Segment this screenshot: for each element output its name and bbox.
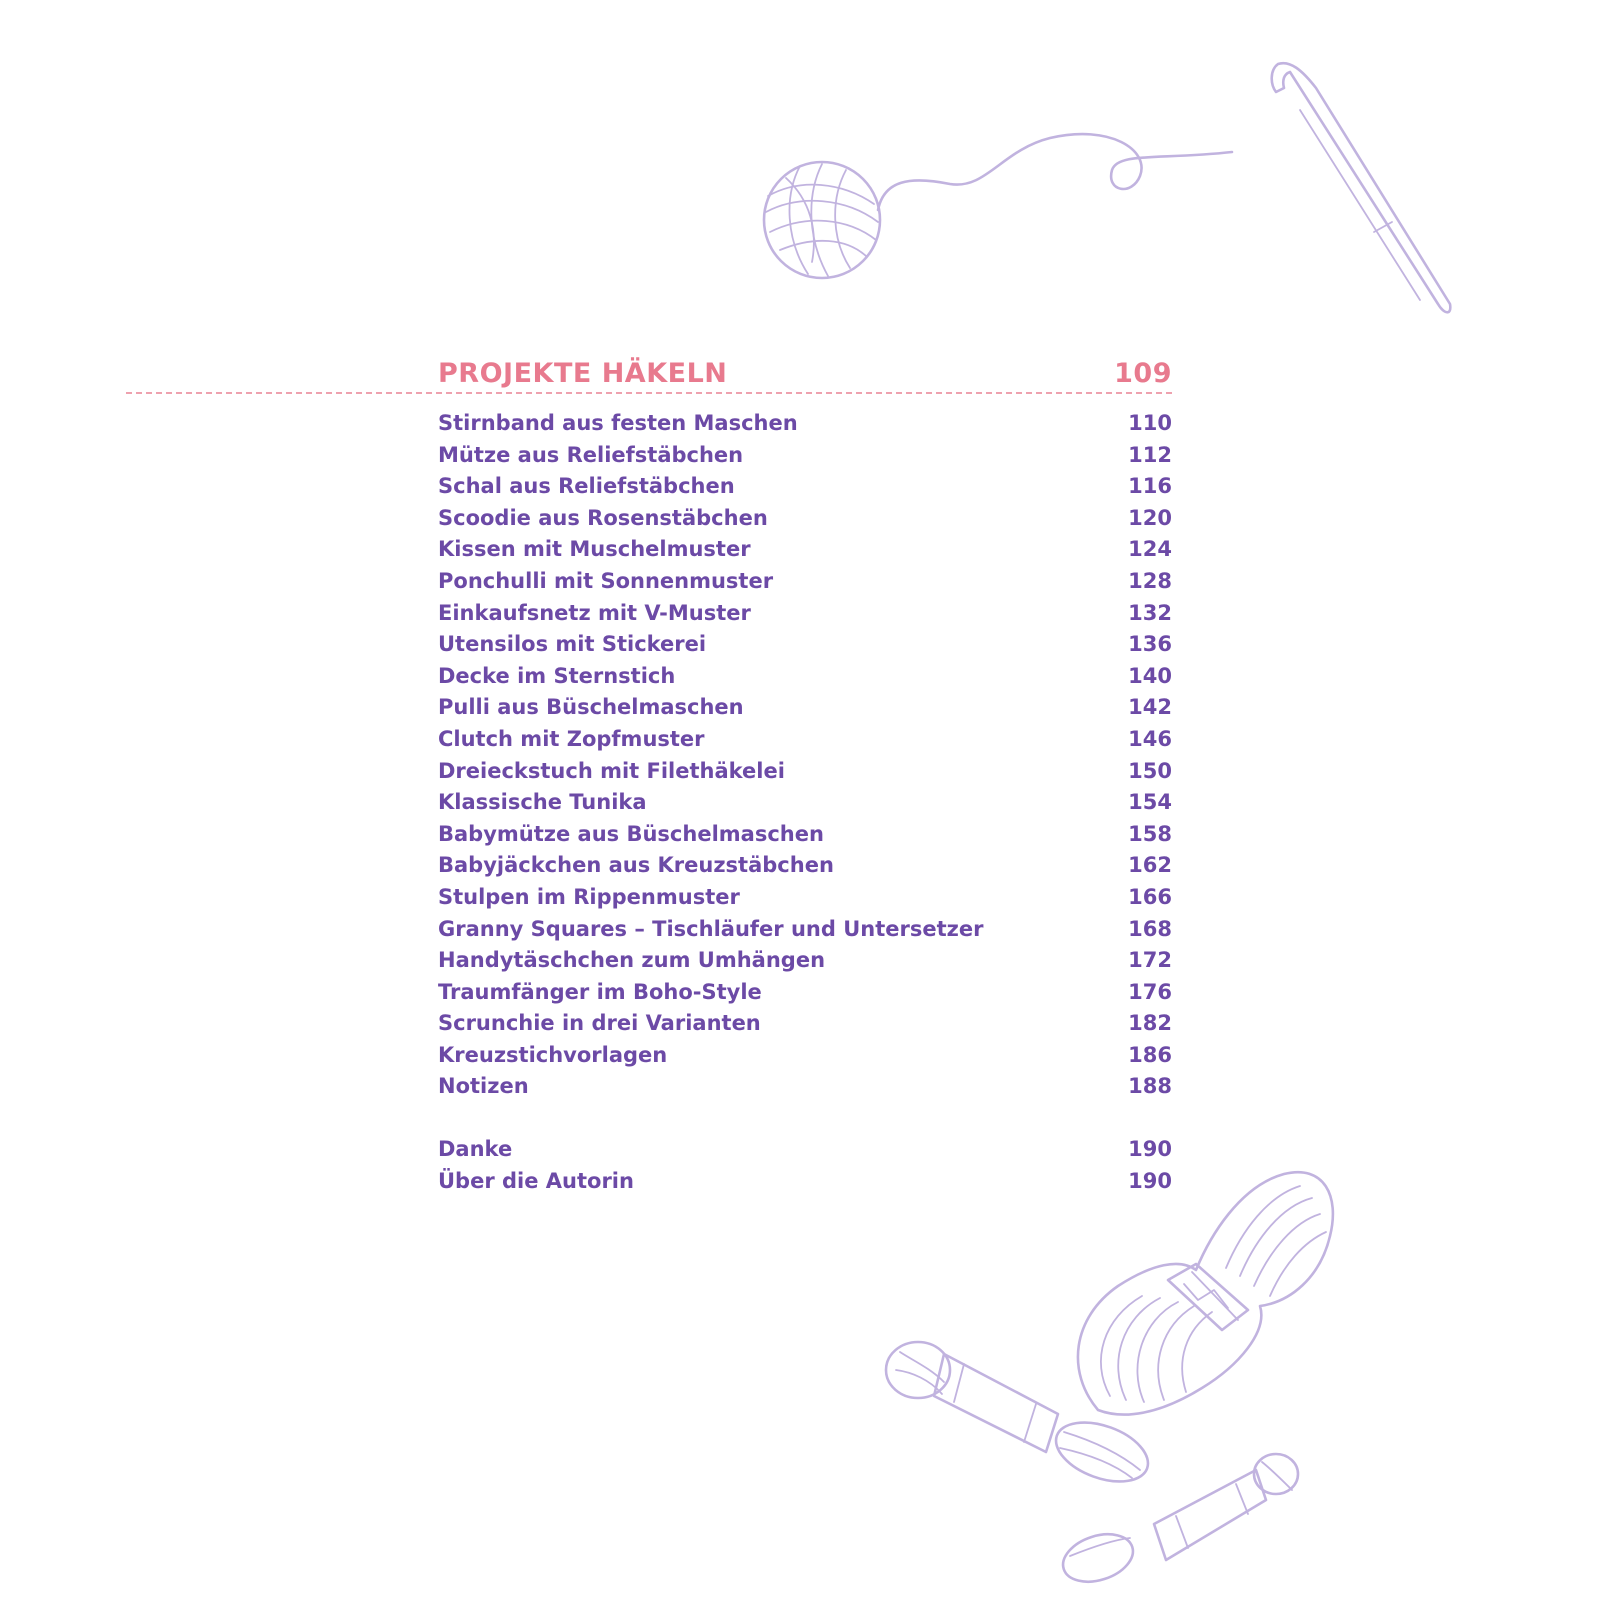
section-heading bbox=[438, 356, 1172, 394]
entry-page: 116 bbox=[1128, 474, 1172, 499]
embroidery-floss-icon bbox=[886, 1342, 1156, 1493]
entry-label: Clutch mit Zopfmuster bbox=[438, 726, 705, 751]
list-item[interactable] bbox=[438, 1008, 1172, 1040]
list-item[interactable] bbox=[438, 534, 1172, 566]
entry-page: 186 bbox=[1128, 1042, 1172, 1067]
list-item[interactable] bbox=[438, 629, 1172, 661]
list-item[interactable] bbox=[438, 819, 1172, 851]
entry-label: Stulpen im Rippenmuster bbox=[438, 884, 740, 909]
entry-page: 124 bbox=[1128, 537, 1172, 562]
entry-page: 110 bbox=[1128, 411, 1172, 435]
entry-label: Über die Autorin bbox=[438, 1168, 634, 1193]
list-item[interactable] bbox=[438, 945, 1172, 977]
list-item[interactable] bbox=[438, 1134, 1172, 1166]
entry-label: Stirnband aus festen Maschen bbox=[438, 411, 798, 435]
list-item[interactable] bbox=[438, 661, 1172, 693]
entry-label: Notizen bbox=[438, 1074, 529, 1099]
entry-label: Granny Squares – Tischläufer und Untersetzer bbox=[438, 916, 984, 941]
section-title: PROJEKTE HÄKELN bbox=[438, 358, 728, 389]
entry-label: Babyjäckchen aus Kreuzstäbchen bbox=[438, 853, 834, 878]
entry-page: 190 bbox=[1128, 1137, 1172, 1162]
list-item[interactable] bbox=[438, 1040, 1172, 1072]
entry-label: Mütze aus Reliefstäbchen bbox=[438, 442, 744, 467]
entry-page: 136 bbox=[1128, 632, 1172, 657]
entry-label: Dreieckstuch mit Filethäkelei bbox=[438, 758, 785, 783]
entry-page: 120 bbox=[1128, 505, 1172, 530]
entry-page: 140 bbox=[1128, 663, 1172, 688]
entry-page: 112 bbox=[1128, 442, 1172, 467]
entry-label: Scrunchie in drei Varianten bbox=[438, 1011, 761, 1036]
entry-page: 182 bbox=[1128, 1011, 1172, 1036]
yarn-skein-icon bbox=[1078, 1172, 1333, 1414]
list-item[interactable] bbox=[438, 471, 1172, 503]
list-item[interactable] bbox=[438, 787, 1172, 819]
table-of-contents bbox=[438, 356, 1172, 1197]
list-item[interactable] bbox=[438, 724, 1172, 756]
entry-page: 190 bbox=[1128, 1168, 1172, 1193]
entry-page: 150 bbox=[1128, 758, 1172, 783]
entry-label: Pulli aus Büschelmaschen bbox=[438, 695, 744, 720]
spacer bbox=[438, 1103, 1172, 1134]
entry-label: Scoodie aus Rosenstäbchen bbox=[438, 505, 768, 530]
entry-page: 166 bbox=[1128, 884, 1172, 909]
list-item[interactable] bbox=[438, 914, 1172, 946]
yarn-ball-icon bbox=[764, 134, 1232, 278]
embroidery-floss-icon bbox=[1057, 1454, 1298, 1590]
crochet-hook-icon bbox=[1272, 63, 1451, 312]
entry-label: Danke bbox=[438, 1137, 513, 1162]
list-item[interactable] bbox=[438, 1071, 1172, 1103]
section-page: 109 bbox=[1114, 358, 1172, 389]
entry-list bbox=[438, 408, 1172, 1197]
entry-label: Ponchulli mit Sonnenmuster bbox=[438, 568, 774, 593]
list-item[interactable] bbox=[438, 882, 1172, 914]
entry-page: 154 bbox=[1128, 790, 1172, 815]
entry-page: 128 bbox=[1128, 568, 1172, 593]
entry-page: 158 bbox=[1128, 821, 1172, 846]
entry-page: 146 bbox=[1128, 726, 1172, 751]
entry-label: Decke im Sternstich bbox=[438, 663, 676, 688]
list-item[interactable] bbox=[438, 850, 1172, 882]
list-item[interactable] bbox=[438, 598, 1172, 630]
entry-page: 188 bbox=[1128, 1074, 1172, 1099]
entry-label: Handytäschchen zum Umhängen bbox=[438, 948, 826, 973]
list-item[interactable] bbox=[438, 440, 1172, 472]
entry-label: Kissen mit Muschelmuster bbox=[438, 537, 751, 562]
entry-label: Einkaufsnetz mit V-Muster bbox=[438, 600, 751, 625]
list-item[interactable] bbox=[438, 977, 1172, 1009]
entry-page: 176 bbox=[1128, 979, 1172, 1004]
entry-page: 168 bbox=[1128, 916, 1172, 941]
list-item[interactable] bbox=[438, 756, 1172, 788]
list-item[interactable] bbox=[438, 1166, 1172, 1198]
list-item[interactable] bbox=[438, 503, 1172, 535]
entry-label: Utensilos mit Stickerei bbox=[438, 632, 707, 657]
list-item[interactable] bbox=[438, 408, 1172, 440]
entry-page: 132 bbox=[1128, 600, 1172, 625]
list-item[interactable] bbox=[438, 692, 1172, 724]
entry-label: Schal aus Reliefstäbchen bbox=[438, 474, 735, 499]
entry-page: 142 bbox=[1128, 695, 1172, 720]
entry-page: 172 bbox=[1128, 948, 1172, 973]
entry-label: Klassische Tunika bbox=[438, 790, 647, 815]
list-item[interactable] bbox=[438, 566, 1172, 598]
entry-label: Traumfänger im Boho-Style bbox=[438, 979, 762, 1004]
entry-label: Kreuzstichvorlagen bbox=[438, 1042, 668, 1067]
entry-page: 162 bbox=[1128, 853, 1172, 878]
entry-label: Babymütze aus Büschelmaschen bbox=[438, 821, 824, 846]
